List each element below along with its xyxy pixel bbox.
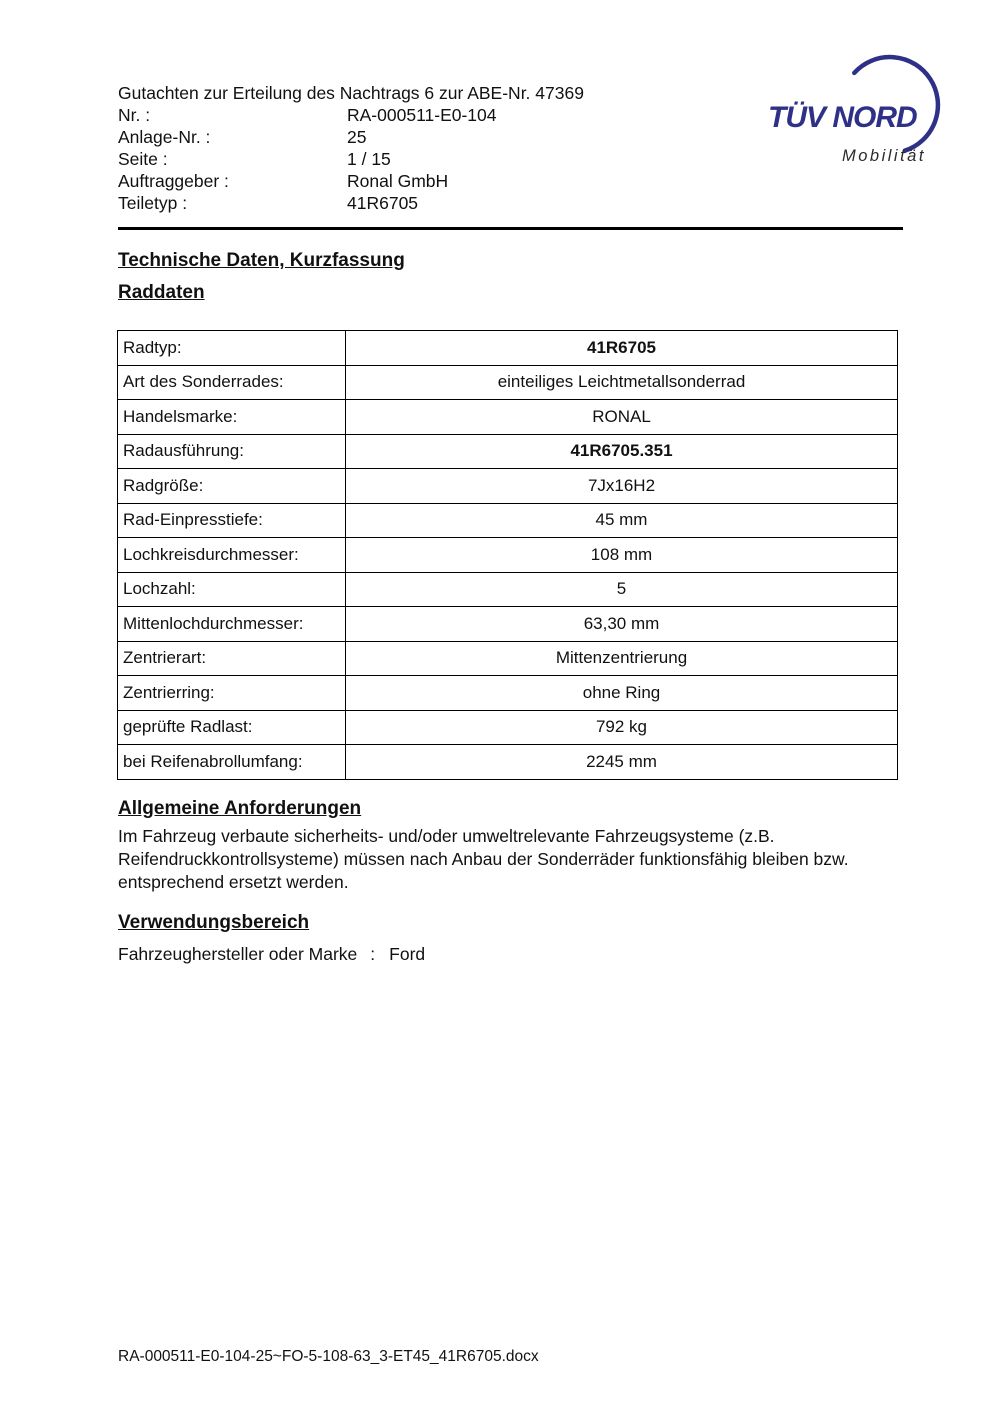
table-row bbox=[118, 641, 898, 676]
tuv-nord-logo bbox=[750, 48, 960, 178]
row-value-cell: 45 mm bbox=[346, 503, 898, 538]
table-row bbox=[118, 745, 898, 780]
row-label-cell: Zentrierart: bbox=[118, 641, 346, 676]
row-value-cell: 63,30 mm bbox=[346, 607, 898, 642]
table-row bbox=[118, 503, 898, 538]
header-divider bbox=[118, 227, 903, 230]
row-value-cell: 41R6705.351 bbox=[346, 434, 898, 469]
table-row bbox=[118, 365, 898, 400]
table-row bbox=[118, 469, 898, 504]
table-row bbox=[118, 676, 898, 711]
logo-tagline-text: Mobilität bbox=[842, 147, 926, 165]
field-value: 1 / 15 bbox=[347, 149, 391, 169]
logo-brand-text: TÜV NORD bbox=[768, 101, 917, 134]
allgemeine-anforderungen-text: Im Fahrzeug verbaute sicherheits- und/oder umweltrelevante Fahrzeugsysteme (z.B. Reifendruckkontrollsysteme) müssen nach Anbau der Sonderräder funktionsfähig bleiben bzw. entsprechend ersetzt werden. bbox=[118, 826, 849, 892]
row-value-cell: 792 kg bbox=[346, 710, 898, 745]
row-label-cell: bei Reifenabrollumfang: bbox=[118, 745, 346, 780]
field-value: Ronal GmbH bbox=[347, 171, 449, 191]
raddaten-table bbox=[117, 330, 898, 780]
row-value-cell: 108 mm bbox=[346, 538, 898, 573]
row-value-cell: 5 bbox=[346, 572, 898, 607]
table-row bbox=[118, 331, 898, 366]
table-row bbox=[118, 434, 898, 469]
document-title: Gutachten zur Erteilung des Nachtrags 6 zur ABE-Nr. 47369 bbox=[118, 83, 584, 103]
row-label-cell: Radausführung: bbox=[118, 434, 346, 469]
table-row bbox=[118, 607, 898, 642]
header-field bbox=[118, 192, 584, 214]
usage-line bbox=[118, 944, 425, 965]
field-label: Teiletyp : bbox=[118, 193, 188, 213]
document-header bbox=[118, 82, 584, 214]
table-row bbox=[118, 572, 898, 607]
header-field bbox=[118, 148, 584, 170]
usage-value: Ford bbox=[389, 944, 426, 964]
footer-filename: RA-000511-E0-104-25~FO-5-108-63_3-ET45_41R6705.docx bbox=[118, 1348, 539, 1365]
field-label: Auftraggeber : bbox=[118, 171, 229, 191]
header-field bbox=[118, 126, 584, 148]
row-label-cell: Zentrierring: bbox=[118, 676, 346, 711]
row-label-cell: geprüfte Radlast: bbox=[118, 710, 346, 745]
section-heading-verwendungsbereich: Verwendungsbereich bbox=[118, 912, 310, 933]
row-label-cell: Lochkreisdurchmesser: bbox=[118, 538, 346, 573]
row-value-cell: ohne Ring bbox=[346, 676, 898, 711]
table-row bbox=[118, 400, 898, 435]
section-heading-raddaten: Raddaten bbox=[118, 282, 205, 303]
field-label: Anlage-Nr. : bbox=[118, 127, 211, 147]
row-value-cell: Mittenzentrierung bbox=[346, 641, 898, 676]
field-value: 25 bbox=[347, 127, 367, 147]
row-value-cell: 41R6705 bbox=[346, 331, 898, 366]
row-label-cell: Rad-Einpresstiefe: bbox=[118, 503, 346, 538]
table-row bbox=[118, 538, 898, 573]
section-heading-allgemeine-anforderungen: Allgemeine Anforderungen bbox=[118, 798, 362, 819]
row-value-cell: einteiliges Leichtmetallsonderrad bbox=[346, 365, 898, 400]
row-label-cell: Mittenlochdurchmesser: bbox=[118, 607, 346, 642]
usage-colon: : bbox=[370, 944, 376, 964]
section-heading-technische-daten: Technische Daten, Kurzfassung bbox=[118, 250, 405, 271]
usage-label: Fahrzeughersteller oder Marke bbox=[118, 944, 358, 964]
row-label-cell: Art des Sonderrades: bbox=[118, 365, 346, 400]
header-field bbox=[118, 170, 584, 192]
row-label-cell: Radtyp: bbox=[118, 331, 346, 366]
row-value-cell: RONAL bbox=[346, 400, 898, 435]
field-label: Seite : bbox=[118, 149, 168, 169]
row-label-cell: Radgröße: bbox=[118, 469, 346, 504]
field-value: 41R6705 bbox=[347, 193, 419, 213]
row-value-cell: 2245 mm bbox=[346, 745, 898, 780]
table-row bbox=[118, 710, 898, 745]
row-label-cell: Handelsmarke: bbox=[118, 400, 346, 435]
row-label-cell: Lochzahl: bbox=[118, 572, 346, 607]
row-value-cell: 7Jx16H2 bbox=[346, 469, 898, 504]
header-field bbox=[118, 104, 584, 126]
field-value: RA-000511-E0-104 bbox=[347, 105, 497, 125]
field-label: Nr. : bbox=[118, 105, 151, 125]
